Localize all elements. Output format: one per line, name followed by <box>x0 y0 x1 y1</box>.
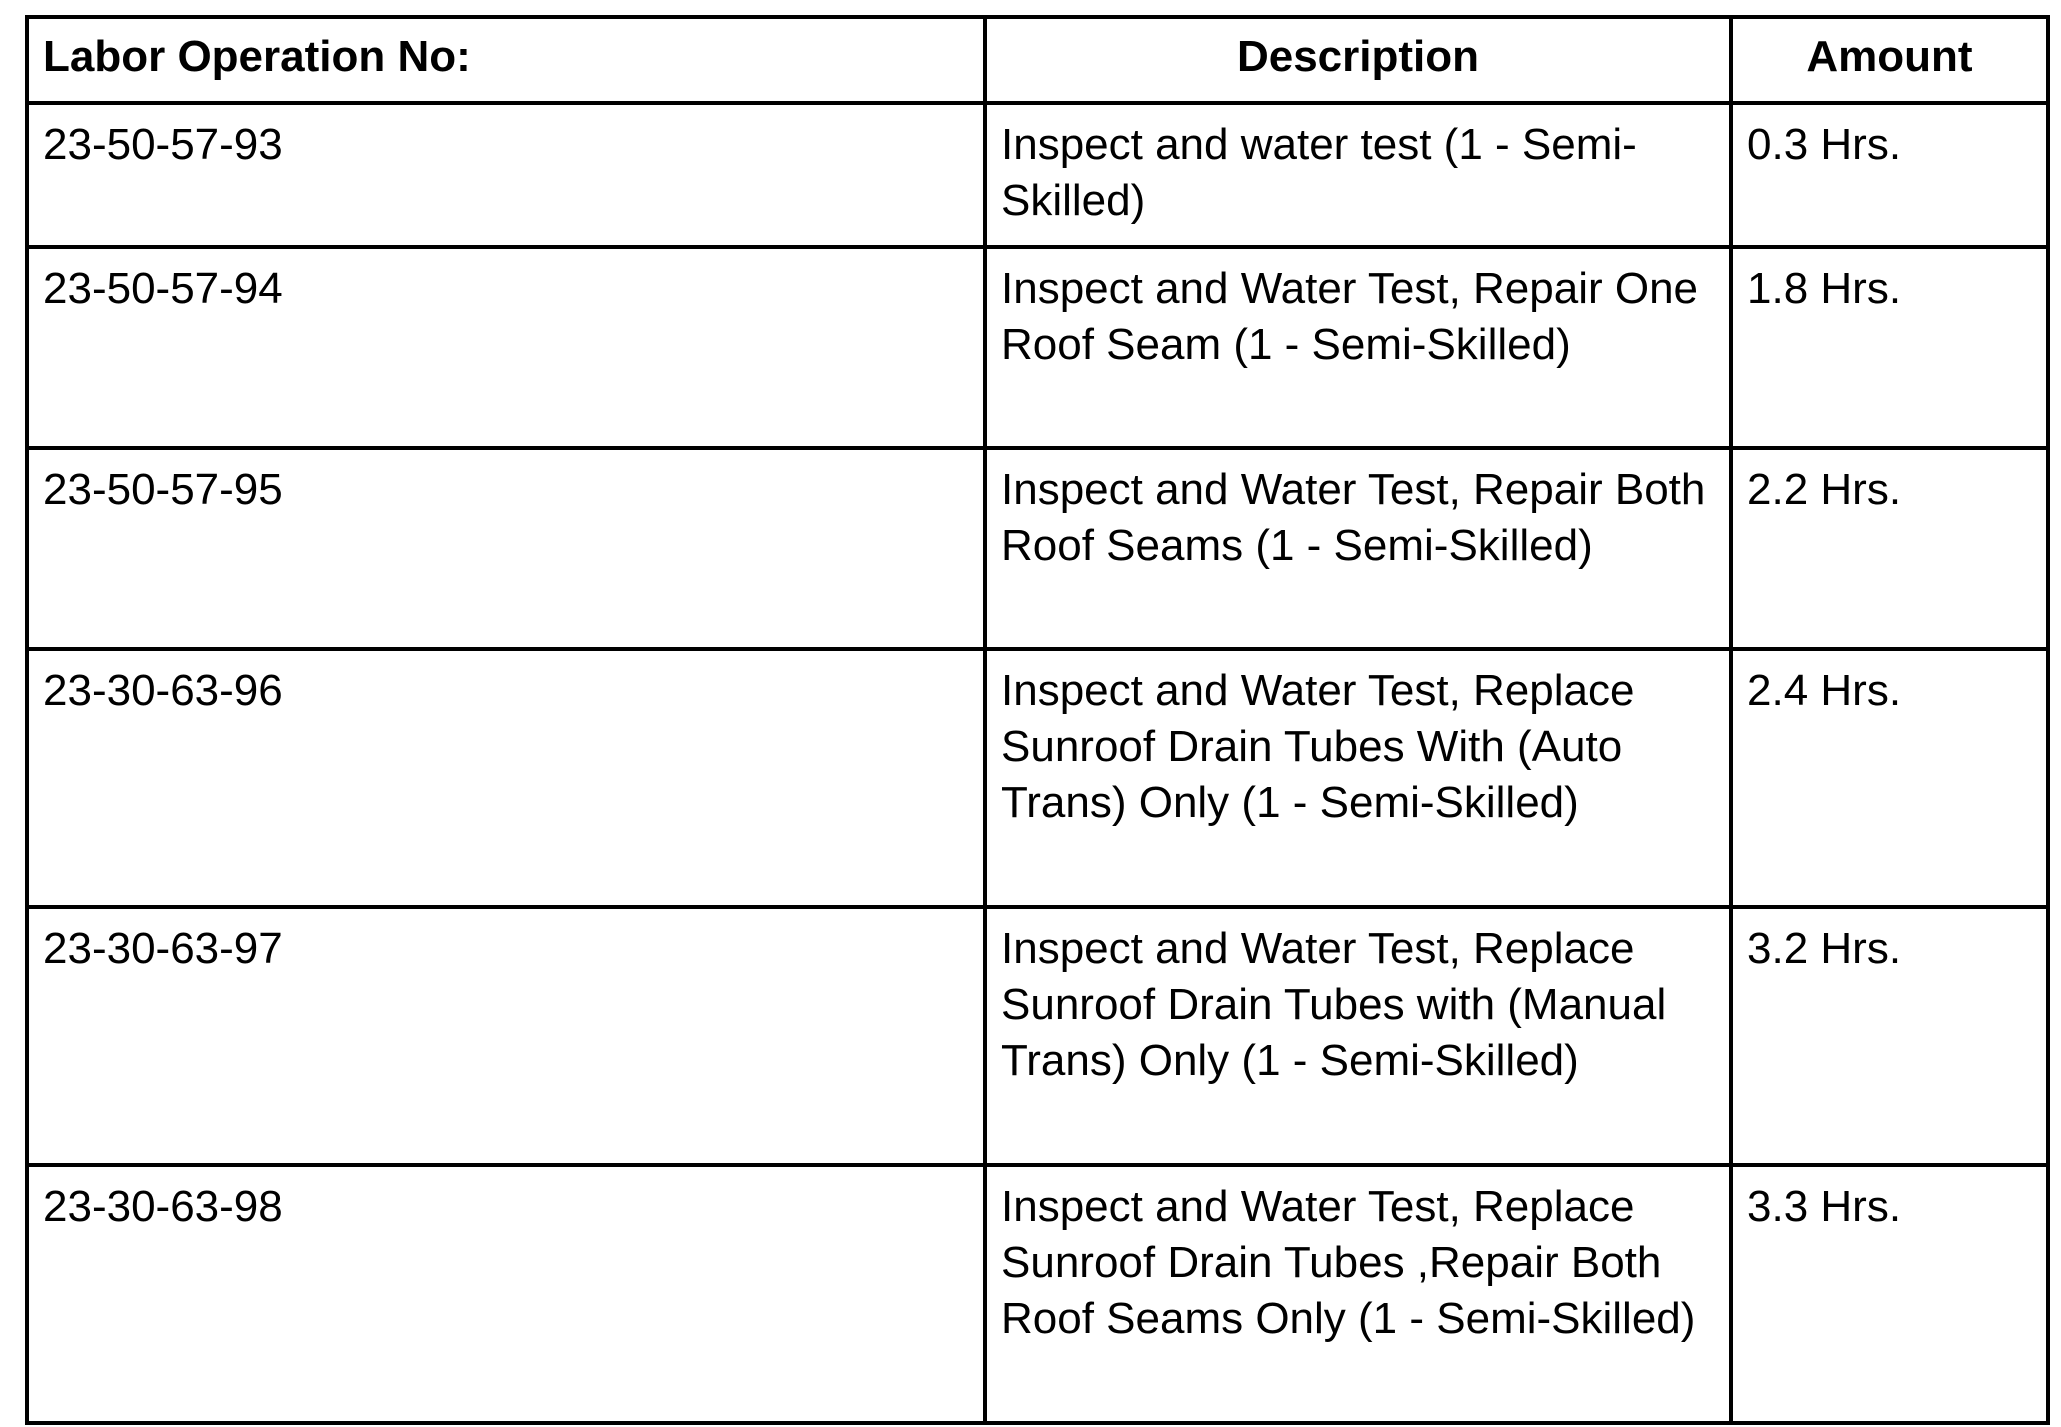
amount-cell: 2.4 Hrs. <box>1731 649 2048 907</box>
amount-cell: 3.3 Hrs. <box>1731 1165 2048 1423</box>
labor-operation-cell: 23-30-63-98 <box>27 1165 985 1423</box>
labor-operation-cell: 23-30-63-97 <box>27 907 985 1165</box>
amount-cell: 2.2 Hrs. <box>1731 448 2048 649</box>
table-row <box>27 649 2048 907</box>
amount-cell: 1.8 Hrs. <box>1731 247 2048 448</box>
header-description: Description <box>985 17 1731 103</box>
labor-operation-cell: 23-50-57-95 <box>27 448 985 649</box>
labor-operations-table <box>25 15 2050 1425</box>
table-row <box>27 1165 2048 1423</box>
labor-operation-cell: 23-50-57-93 <box>27 103 985 247</box>
table-header-row <box>27 17 2048 103</box>
table-row <box>27 448 2048 649</box>
header-labor-operation: Labor Operation No: <box>27 17 985 103</box>
table-row <box>27 907 2048 1165</box>
description-cell: Inspect and water test (1 - Semi-Skilled) <box>985 103 1731 247</box>
description-cell: Inspect and Water Test, Repair Both Roof Seams (1 - Semi-Skilled) <box>985 448 1731 649</box>
labor-operation-cell: 23-50-57-94 <box>27 247 985 448</box>
description-cell: Inspect and Water Test, Replace Sunroof Drain Tubes With (Auto Trans) Only (1 - Semi-Skilled) <box>985 649 1731 907</box>
description-cell: Inspect and Water Test, Repair One Roof Seam (1 - Semi-Skilled) <box>985 247 1731 448</box>
amount-cell: 0.3 Hrs. <box>1731 103 2048 247</box>
labor-operation-cell: 23-30-63-96 <box>27 649 985 907</box>
header-amount: Amount <box>1731 17 2048 103</box>
table-row <box>27 103 2048 247</box>
amount-cell: 3.2 Hrs. <box>1731 907 2048 1165</box>
description-cell: Inspect and Water Test, Replace Sunroof Drain Tubes with (Manual Trans) Only (1 - Semi-Skilled) <box>985 907 1731 1165</box>
description-cell: Inspect and Water Test, Replace Sunroof Drain Tubes ,Repair Both Roof Seams Only (1 - Semi-Skilled) <box>985 1165 1731 1423</box>
table-row <box>27 247 2048 448</box>
